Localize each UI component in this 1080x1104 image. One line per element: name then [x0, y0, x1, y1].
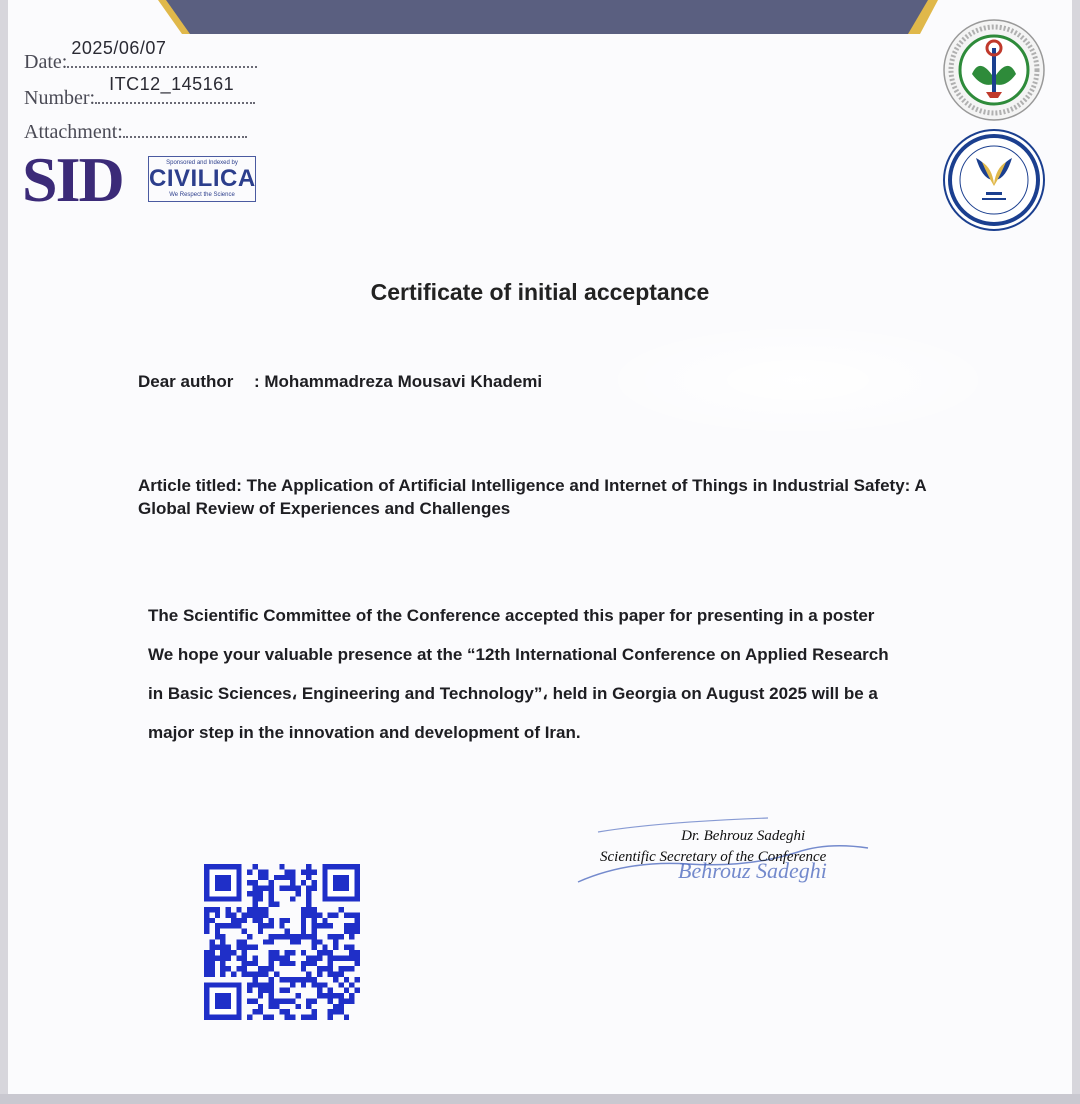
university-seal-icon [942, 128, 1046, 232]
civilica-name: CIVILICA [149, 165, 256, 192]
number-label: Number: [24, 87, 96, 109]
article-label: Article titled: [138, 476, 242, 495]
dear-author-line [138, 372, 542, 392]
page-bottom-edge [0, 1094, 1080, 1104]
paragraph-line-2: We hope your valuable presence at the “12th International Conference on Applied Research [148, 645, 889, 664]
certificate-title: Certificate of initial acceptance [370, 279, 710, 305]
civilica-logo [148, 156, 256, 202]
page-right-edge [1072, 0, 1080, 1104]
sid-logo: SID [22, 144, 123, 215]
conference-seal-icon [942, 18, 1046, 122]
paragraph-line-4: major step in the innovation and development of Iran. [148, 723, 581, 742]
qr-code-icon [204, 864, 360, 1020]
paragraph-line-1: The Scientific Committee of the Conference accepted this paper for presenting in a poster [148, 606, 875, 625]
dear-label: Dear author [138, 372, 234, 391]
attachment-label: Attachment: [24, 121, 123, 143]
article-title: The Application of Artificial Intelligence and Internet of Things in Industrial Safety: A Global Review of Experiences and Challenges [138, 476, 927, 518]
signature-block [600, 828, 826, 866]
signatory-name: Dr. Behrouz Sadeghi [681, 828, 806, 844]
page-left-edge [0, 0, 8, 1104]
top-decorative-band [8, 0, 1072, 34]
photo-glare [588, 320, 1008, 440]
civilica-tagline: We Respect the Science [169, 192, 235, 198]
civilica-top-text: Sponsored and Indexed by [166, 160, 238, 166]
signatory-role: Scientific Secretary of the Conference [600, 849, 827, 865]
date-value: 2025/06/07 [71, 38, 167, 58]
author-name: : Mohammadreza Mousavi Khademi [254, 372, 543, 391]
paragraph-line-3: in Basic Sciences، Engineering and Technology”، held in Georgia on August 2025 will be a [148, 684, 878, 703]
article-line [138, 474, 958, 520]
date-field [24, 38, 257, 74]
certificate-page [8, 0, 1072, 1096]
acceptance-paragraph [148, 596, 1008, 752]
date-label: Date: [24, 51, 68, 73]
number-field [24, 74, 255, 110]
number-value: ITC12_145161 [109, 74, 235, 94]
attachment-field [24, 118, 247, 144]
signature-script: Behrouz Sadeghi [678, 858, 827, 883]
